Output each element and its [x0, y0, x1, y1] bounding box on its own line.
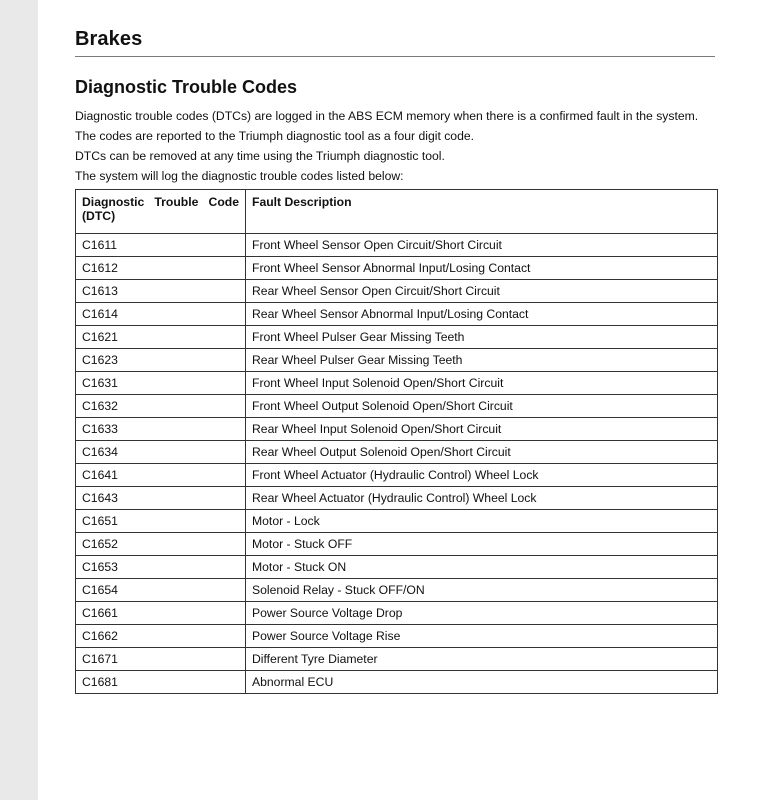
dtc-code-cell: C1652 [76, 533, 246, 556]
fault-description-cell: Rear Wheel Output Solenoid Open/Short Circuit [246, 441, 718, 464]
fault-description-cell: Motor - Stuck OFF [246, 533, 718, 556]
table-row [76, 395, 718, 418]
document-page [38, 0, 782, 800]
dtc-code-cell: C1621 [76, 326, 246, 349]
table-row [76, 556, 718, 579]
table-row [76, 303, 718, 326]
intro-paragraph: Diagnostic trouble codes (DTCs) are logged in the ABS ECM memory when there is a confirmed fault in the system. [75, 109, 699, 123]
column-header-description: Fault Description [246, 190, 718, 234]
intro-paragraph: DTCs can be removed at any time using the Triumph diagnostic tool. [75, 149, 445, 163]
table-row [76, 349, 718, 372]
dtc-code-cell: C1643 [76, 487, 246, 510]
column-header-code: Diagnostic Trouble Code (DTC) [76, 190, 246, 234]
table-row [76, 602, 718, 625]
table-row [76, 280, 718, 303]
table-row [76, 441, 718, 464]
fault-description-cell: Front Wheel Actuator (Hydraulic Control) Wheel Lock [246, 464, 718, 487]
dtc-code-cell: C1613 [76, 280, 246, 303]
dtc-code-cell: C1612 [76, 257, 246, 280]
intro-text [75, 106, 725, 186]
fault-description-cell: Different Tyre Diameter [246, 648, 718, 671]
dtc-code-cell: C1662 [76, 625, 246, 648]
table-row [76, 464, 718, 487]
intro-paragraph: The system will log the diagnostic trouble codes listed below: [75, 169, 404, 183]
dtc-code-cell: C1641 [76, 464, 246, 487]
dtc-code-cell: C1681 [76, 671, 246, 694]
fault-description-cell: Power Source Voltage Rise [246, 625, 718, 648]
dtc-code-cell: C1653 [76, 556, 246, 579]
dtc-code-cell: C1651 [76, 510, 246, 533]
table-row [76, 625, 718, 648]
dtc-code-cell: C1611 [76, 234, 246, 257]
dtc-code-cell: C1614 [76, 303, 246, 326]
fault-description-cell: Front Wheel Pulser Gear Missing Teeth [246, 326, 718, 349]
dtc-code-cell: C1634 [76, 441, 246, 464]
table-row [76, 510, 718, 533]
table-row [76, 257, 718, 280]
table-row [76, 326, 718, 349]
dtc-table [75, 189, 718, 694]
table-row [76, 648, 718, 671]
dtc-code-cell: C1631 [76, 372, 246, 395]
table-row [76, 418, 718, 441]
table-header-row [76, 190, 718, 234]
fault-description-cell: Rear Wheel Sensor Abnormal Input/Losing Contact [246, 303, 718, 326]
table-body [76, 234, 718, 694]
table-row [76, 533, 718, 556]
section-title: Brakes [75, 28, 143, 50]
table-row [76, 372, 718, 395]
fault-description-cell: Rear Wheel Input Solenoid Open/Short Circuit [246, 418, 718, 441]
fault-description-cell: Motor - Stuck ON [246, 556, 718, 579]
fault-description-cell: Front Wheel Sensor Open Circuit/Short Circuit [246, 234, 718, 257]
table-row [76, 671, 718, 694]
table-row [76, 579, 718, 602]
fault-description-cell: Rear Wheel Pulser Gear Missing Teeth [246, 349, 718, 372]
table-row [76, 487, 718, 510]
dtc-code-cell: C1632 [76, 395, 246, 418]
table-row [76, 234, 718, 257]
page-heading: Diagnostic Trouble Codes [75, 77, 298, 97]
header-rule [75, 56, 715, 57]
fault-description-cell: Abnormal ECU [246, 671, 718, 694]
dtc-code-cell: C1654 [76, 579, 246, 602]
fault-description-cell: Rear Wheel Sensor Open Circuit/Short Circuit [246, 280, 718, 303]
fault-description-cell: Motor - Lock [246, 510, 718, 533]
dtc-code-cell: C1661 [76, 602, 246, 625]
dtc-code-cell: C1671 [76, 648, 246, 671]
fault-description-cell: Front Wheel Sensor Abnormal Input/Losing Contact [246, 257, 718, 280]
dtc-code-cell: C1633 [76, 418, 246, 441]
fault-description-cell: Front Wheel Input Solenoid Open/Short Circuit [246, 372, 718, 395]
intro-paragraph: The codes are reported to the Triumph diagnostic tool as a four digit code. [75, 129, 475, 143]
fault-description-cell: Power Source Voltage Drop [246, 602, 718, 625]
fault-description-cell: Front Wheel Output Solenoid Open/Short Circuit [246, 395, 718, 418]
fault-description-cell: Solenoid Relay - Stuck OFF/ON [246, 579, 718, 602]
fault-description-cell: Rear Wheel Actuator (Hydraulic Control) Wheel Lock [246, 487, 718, 510]
dtc-code-cell: C1623 [76, 349, 246, 372]
